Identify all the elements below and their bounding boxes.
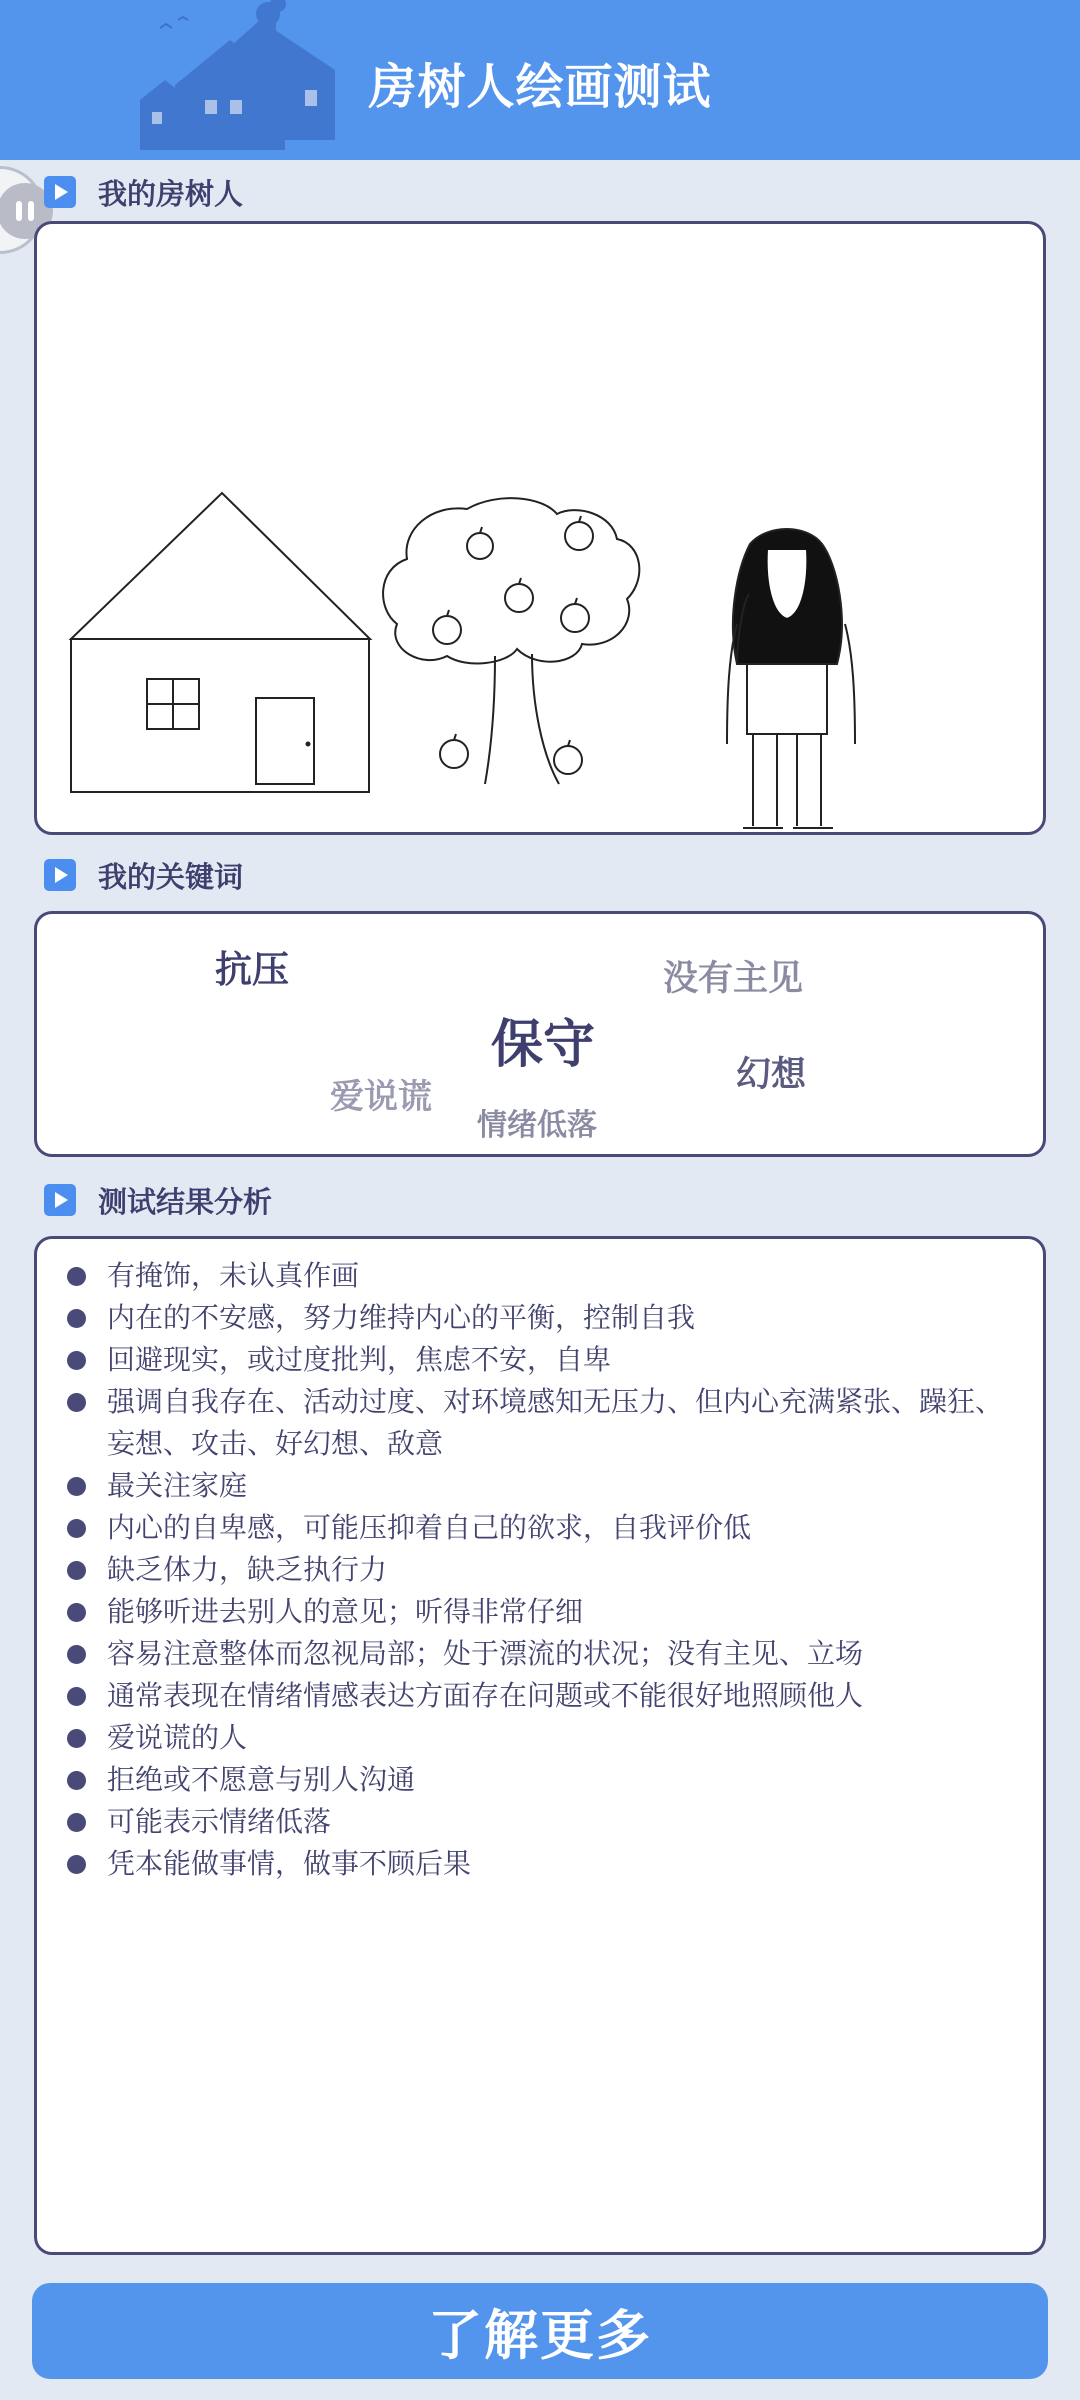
- page-title: 房树人绘画测试: [368, 59, 712, 115]
- list-item: 通常表现在情绪情感表达方面存在问题或不能很好地照顾他人: [67, 1675, 1025, 1717]
- list-item: 容易注意整体而忽视局部；处于漂流的状况；没有主见、立场: [67, 1633, 1025, 1675]
- keyword: 情绪低落: [477, 1108, 597, 1143]
- person-drawing: [727, 529, 855, 828]
- keyword: 抗压: [215, 948, 289, 991]
- section-title: 测试结果分析: [98, 1184, 273, 1219]
- list-item: 最关注家庭: [67, 1465, 1025, 1507]
- app-header: [0, 0, 1080, 160]
- list-item: 缺乏体力，缺乏执行力: [67, 1549, 1025, 1591]
- list-item: 回避现实，或过度批判，焦虑不安，自卑: [67, 1339, 1025, 1381]
- section-title: 我的关键词: [98, 859, 244, 894]
- house-drawing: [71, 493, 370, 792]
- htp-drawing: [37, 224, 1043, 832]
- keyword: 保守: [491, 1015, 596, 1075]
- section-header-analysis: [44, 1180, 272, 1220]
- drawing-card: [34, 221, 1046, 835]
- section-header-drawing: [44, 172, 243, 212]
- keyword: 没有主见: [663, 959, 804, 999]
- tree-drawing: [383, 498, 639, 784]
- play-icon: [44, 859, 76, 891]
- keyword: 爱说谎: [330, 1077, 432, 1117]
- list-item: 可能表示情绪低落: [67, 1801, 1025, 1843]
- analysis-list: [37, 1239, 1043, 1885]
- list-item: 内在的不安感，努力维持内心的平衡，控制自我: [67, 1297, 1025, 1339]
- list-item: 拒绝或不愿意与别人沟通: [67, 1759, 1025, 1801]
- play-icon: [44, 176, 76, 208]
- list-item: 内心的自卑感，可能压抑着自己的欲求，自我评价低: [67, 1507, 1025, 1549]
- section-header-keywords: [44, 855, 243, 895]
- list-item: 凭本能做事情，做事不顾后果: [67, 1843, 1025, 1885]
- section-title: 我的房树人: [98, 176, 244, 211]
- play-icon: [44, 1184, 76, 1216]
- keywords-card: [34, 911, 1046, 1157]
- learn-more-button[interactable]: 了解更多: [32, 2283, 1048, 2379]
- list-item: 爱说谎的人: [67, 1717, 1025, 1759]
- list-item: 强调自我存在、活动过度、对环境感知无压力、但内心充满紧张、躁狂、妄想、攻击、好幻想、敌意: [67, 1381, 1025, 1465]
- analysis-card: [34, 1236, 1046, 2255]
- list-item: 有掩饰，未认真作画: [67, 1255, 1025, 1297]
- keyword: 幻想: [736, 1055, 807, 1095]
- list-item: 能够听进去别人的意见；听得非常仔细: [67, 1591, 1025, 1633]
